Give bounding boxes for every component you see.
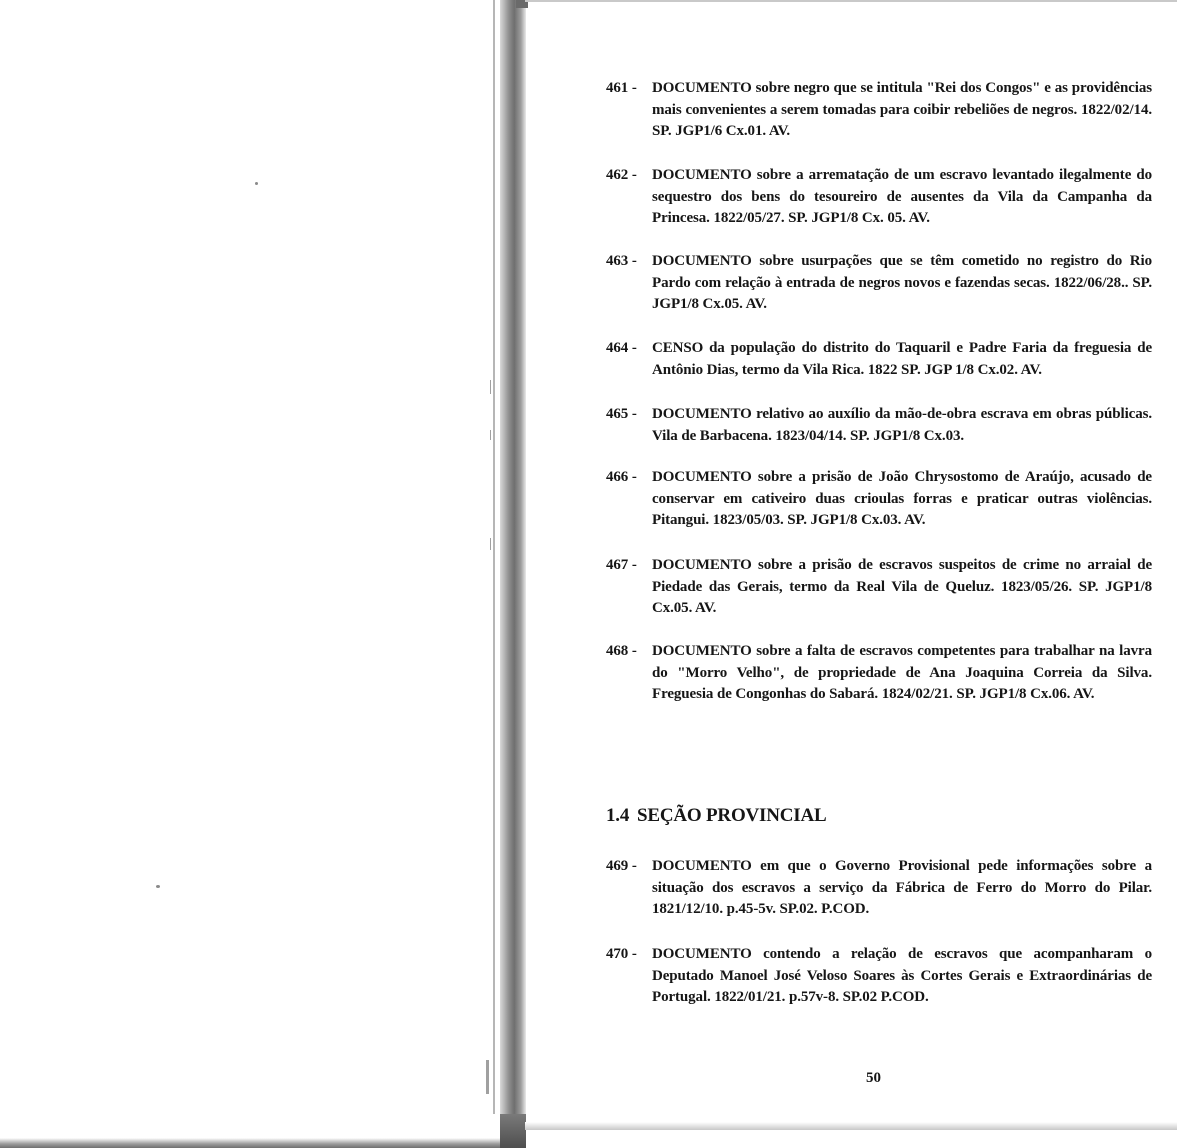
entry-number: 467 - <box>606 557 637 573</box>
scan-speck <box>255 182 258 185</box>
catalog-entry <box>606 856 1152 921</box>
catalog-entry <box>606 404 1152 447</box>
catalog-entry <box>606 78 1152 143</box>
gutter-bottom-shadow <box>500 1114 526 1148</box>
scan-artifact <box>490 430 491 440</box>
scan-artifact <box>490 538 491 550</box>
catalog-entry <box>606 944 1152 1009</box>
catalog-entry <box>606 251 1152 316</box>
page-top-edge <box>525 0 1177 2</box>
scan-speck <box>156 885 160 888</box>
section-heading <box>606 805 826 827</box>
entry-number: 461 - <box>606 80 637 96</box>
entry-number: 469 - <box>606 858 637 874</box>
entry-text: DOCUMENTO contendo a relação de escravos que acompanharam o Deputado Manoel José Veloso Soares às Cortes Gerais e Extraordinárias de Portugal. 1822/01/21. p.57v-8. SP.02 P.COD. <box>652 946 1152 1005</box>
page-bottom-edge <box>525 1122 1177 1130</box>
catalog-entry <box>606 467 1152 532</box>
entry-text: DOCUMENTO sobre usurpações que se têm cometido no registro do Rio Pardo com relação à entrada de negros novos e fazendas secas. 1822/06/28.. SP. JGP1/8 Cx.05. AV. <box>652 253 1152 312</box>
entry-number: 468 - <box>606 643 637 659</box>
section-title: SEÇÃO PROVINCIAL <box>637 805 827 826</box>
entry-number: 470 - <box>606 946 637 962</box>
entry-text: DOCUMENTO sobre a prisão de João Chrysostomo de Araújo, acusado de conservar em cativeiro duas crioulas forras e praticar outras violências. Pitangui. 1823/05/03. SP. JGP1/8 Cx.03. AV. <box>652 469 1152 528</box>
blank-left-page <box>0 0 493 1148</box>
entry-text: DOCUMENTO sobre a prisão de escravos suspeitos de crime no arraial de Piedade das Gerais, termo da Real Vila de Queluz. 1823/05/26. SP. JGP1/8 Cx.05. AV. <box>652 557 1152 616</box>
catalog-entry <box>606 338 1152 381</box>
catalog-entry <box>606 165 1152 230</box>
book-gutter-shadow <box>500 0 526 1114</box>
entry-number: 462 - <box>606 167 637 183</box>
catalog-entry <box>606 555 1152 620</box>
scan-artifact <box>486 1060 489 1094</box>
entry-number: 466 - <box>606 469 637 485</box>
page-number: 50 <box>866 1070 881 1086</box>
scan-artifact <box>490 380 491 394</box>
entry-text: DOCUMENTO sobre a falta de escravos competentes para trabalhar na lavra do "Morro Velho", de propriedade de Ana Joaquina Correia da Silva. Freguesia de Congonhas do Sabará. 1824/02/21. SP. JGP1/8 Cx.06. AV. <box>652 643 1152 702</box>
entry-text: DOCUMENTO em que o Governo Provisional pede informações sobre a situação dos escravos a serviço da Fábrica de Ferro do Morro do Pilar. 1821/12/10. p.45-5v. SP.02. P.COD. <box>652 858 1152 917</box>
page-edge-line <box>493 0 495 1114</box>
entry-number: 464 - <box>606 340 637 356</box>
entry-text: DOCUMENTO relativo ao auxílio da mão-de-obra escrava em obras públicas. Vila de Barbacena. 1823/04/14. SP. JGP1/8 Cx.03. <box>652 406 1152 444</box>
entry-number: 465 - <box>606 406 637 422</box>
entry-text: DOCUMENTO sobre negro que se intitula "Rei dos Congos" e as providências mais convenientes a serem tomadas para coibir rebeliões de negros. 1822/02/14. SP. JGP1/6 Cx.01. AV. <box>652 80 1152 139</box>
section-number: 1.4 <box>606 805 630 826</box>
entry-text: DOCUMENTO sobre a arrematação de um escravo levantado ilegalmente do sequestro dos bens do tesoureiro de ausentes da Vila da Campanha da Princesa. 1822/05/27. SP. JGP1/8 Cx. 05. AV. <box>652 167 1152 226</box>
entry-number: 463 - <box>606 253 637 269</box>
catalog-entry <box>606 641 1152 706</box>
entry-text: CENSO da população do distrito do Taquaril e Padre Faria da freguesia de Antônio Dias, termo da Vila Rica. 1822 SP. JGP 1/8 Cx.02. AV. <box>652 340 1152 378</box>
page-bottom-edge <box>0 1138 500 1148</box>
